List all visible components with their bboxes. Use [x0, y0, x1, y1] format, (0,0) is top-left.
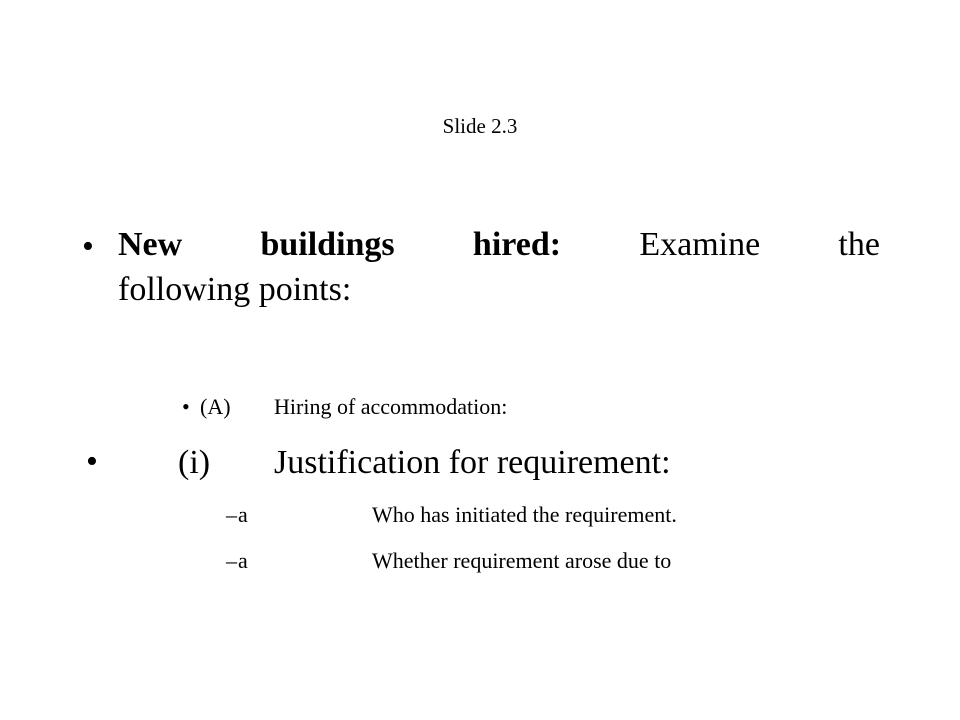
- sub-a-label: (A): [200, 394, 231, 419]
- main-point-first-line: [118, 222, 880, 267]
- main-bullet: •: [82, 228, 94, 265]
- sub-i-text: Justification for requirement:: [274, 444, 671, 481]
- main-point-word-3: hired:: [472, 226, 562, 263]
- main-point-word-5: the: [838, 226, 880, 263]
- dash-marker-1: –a: [226, 502, 261, 527]
- sub-i-bullet: •: [86, 443, 98, 480]
- slide-number: Slide 2.3: [442, 114, 518, 138]
- dash-marker-2: –a: [226, 548, 261, 573]
- main-point-word-2: buildings: [260, 226, 395, 263]
- dash-item-1: Who has initiated the requirement.: [372, 502, 677, 527]
- main-point-text: [118, 222, 880, 312]
- main-point-word-4: Examine: [639, 226, 761, 263]
- sub-a-text: Hiring of accommodation:: [274, 394, 508, 419]
- dash-item-2: Whether requirement arose due to: [372, 548, 672, 573]
- sub-a-bullet: •: [182, 394, 190, 419]
- main-point-word-1: New: [118, 226, 183, 263]
- main-point-second-line: following points:: [118, 271, 352, 308]
- sub-i-label: (i): [178, 444, 211, 481]
